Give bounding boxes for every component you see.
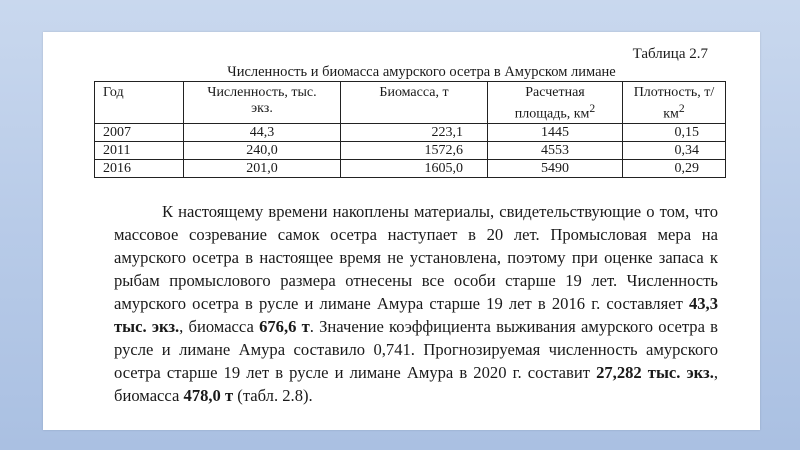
cell-year: 2007 <box>95 124 184 142</box>
table-header-row <box>95 82 726 124</box>
cell-biomass: 223,1 <box>341 124 488 142</box>
bold-count-2016: 43,3 тыс. экз. <box>114 294 718 336</box>
table-title: Численность и биомасса амурского осетра в Амурском лимане <box>227 64 616 80</box>
table-row <box>95 142 726 160</box>
slide-page <box>43 32 760 430</box>
cell-count: 201,0 <box>184 160 341 178</box>
cell-area: 4553 <box>488 142 623 160</box>
table-row <box>95 124 726 142</box>
cell-density: 0,29 <box>623 160 726 178</box>
header-biomass: Биомасса, т <box>341 82 488 124</box>
cell-count: 44,3 <box>184 124 341 142</box>
cell-count: 240,0 <box>184 142 341 160</box>
bold-count-2020: 27,282 тыс. экз. <box>596 363 714 382</box>
cell-year: 2011 <box>95 142 184 160</box>
header-year: Год <box>95 82 184 124</box>
cell-area: 1445 <box>488 124 623 142</box>
body-paragraph: К настоящему времени накоплены материалы, свидетельствующие о том, что массовое созревание самок осетра наступает в 20 лет. Промысловая мера на амурского осетра в настоящее время не установлена, поэтому при оценке запаса к рыбам промыслового размера отнесены все особи старше 19 лет. Численность амурского осетра в русле и лимане Амура старше 19 лет в 2016 г. составляет 43,3 тыс. экз., биомасса 676,6 т. Значение коэффициента выживания амурского осетра в русле и лимане Амура составило 0,741. Прогнозируемая численность амурского осетра старше 19 лет в русле и лимане Амура в 2020 г. составит 27,282 тыс. экз., биомасса 478,0 т (табл. 2.8). <box>114 202 718 405</box>
table-caption: Таблица 2.7 <box>632 46 708 62</box>
bold-biomass-2020: 478,0 т <box>183 386 234 405</box>
header-count: Численность, тыс. экз. <box>184 82 341 124</box>
table-row <box>95 160 726 178</box>
cell-density: 0,34 <box>623 142 726 160</box>
cell-biomass: 1605,0 <box>341 160 488 178</box>
cell-biomass: 1572,6 <box>341 142 488 160</box>
header-area: Расчетная площадь, $км^2$ <box>488 82 623 124</box>
data-table <box>94 81 726 178</box>
bold-biomass-2016: 676,6 т <box>259 317 310 336</box>
cell-area: 5490 <box>488 160 623 178</box>
cell-year: 2016 <box>95 160 184 178</box>
cell-density: 0,15 <box>623 124 726 142</box>
header-density: Плотность, $т/км^2$ <box>623 82 726 124</box>
